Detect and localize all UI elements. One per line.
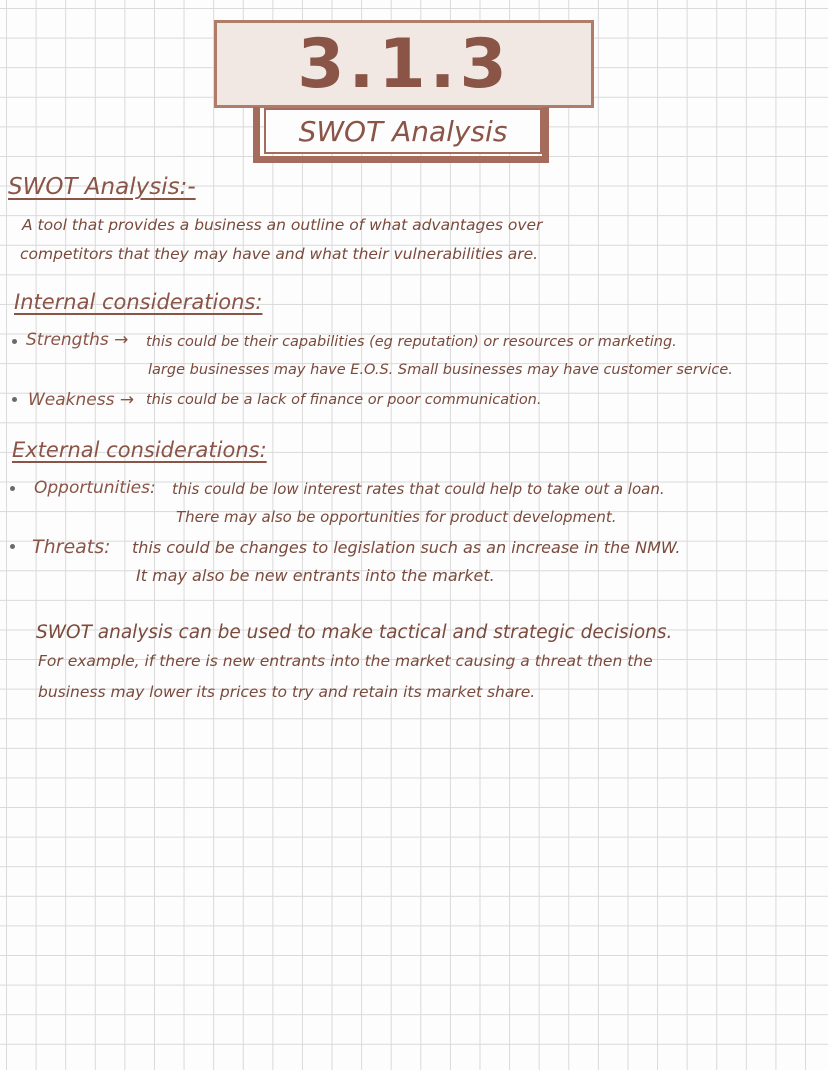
summary-line-3: business may lower its prices to try and retain its market share. (38, 683, 536, 701)
definition-heading: SWOT Analysis:- (8, 174, 196, 200)
summary-line-2: For example, if there is new entrants into the market causing a threat then the (38, 652, 653, 670)
opportunities-label: Opportunities: (34, 478, 156, 498)
weakness-label: Weakness → (28, 390, 135, 410)
opportunities-line-1: this could be low interest rates that could help to take out a loan. (172, 480, 665, 498)
weakness-line-1: this could be a lack of finance or poor communication. (146, 392, 542, 408)
title-box (214, 20, 594, 108)
internal-heading: Internal considerations: (14, 290, 263, 314)
threats-line-2: It may also be new entrants into the market. (136, 566, 495, 585)
opportunities-line-2: There may also be opportunities for product development. (176, 508, 617, 526)
subtitle-box (264, 108, 542, 154)
definition-line-1: A tool that provides a business an outline of what advantages over (22, 216, 543, 234)
threats-label: Threats: (32, 536, 111, 558)
bullet-dot (12, 339, 17, 344)
bullet-dot (10, 544, 15, 549)
summary-line-1: SWOT analysis can be used to make tactical and strategic decisions. (36, 622, 673, 643)
bullet-dot (12, 397, 17, 402)
page-subtitle: SWOT Analysis (298, 115, 508, 148)
page-title-number: 3.1.3 (297, 25, 511, 104)
external-heading: External considerations: (12, 438, 267, 462)
strengths-line-1: this could be their capabilities (eg reputation) or resources or marketing. (146, 334, 677, 350)
definition-line-2: competitors that they may have and what their vulnerabilities are. (20, 245, 539, 263)
threats-line-1: this could be changes to legislation such as an increase in the NMW. (132, 538, 681, 557)
bullet-dot (10, 486, 15, 491)
strengths-label: Strengths → (26, 330, 129, 350)
strengths-line-2: large businesses may have E.O.S. Small businesses may have customer service. (148, 362, 733, 378)
